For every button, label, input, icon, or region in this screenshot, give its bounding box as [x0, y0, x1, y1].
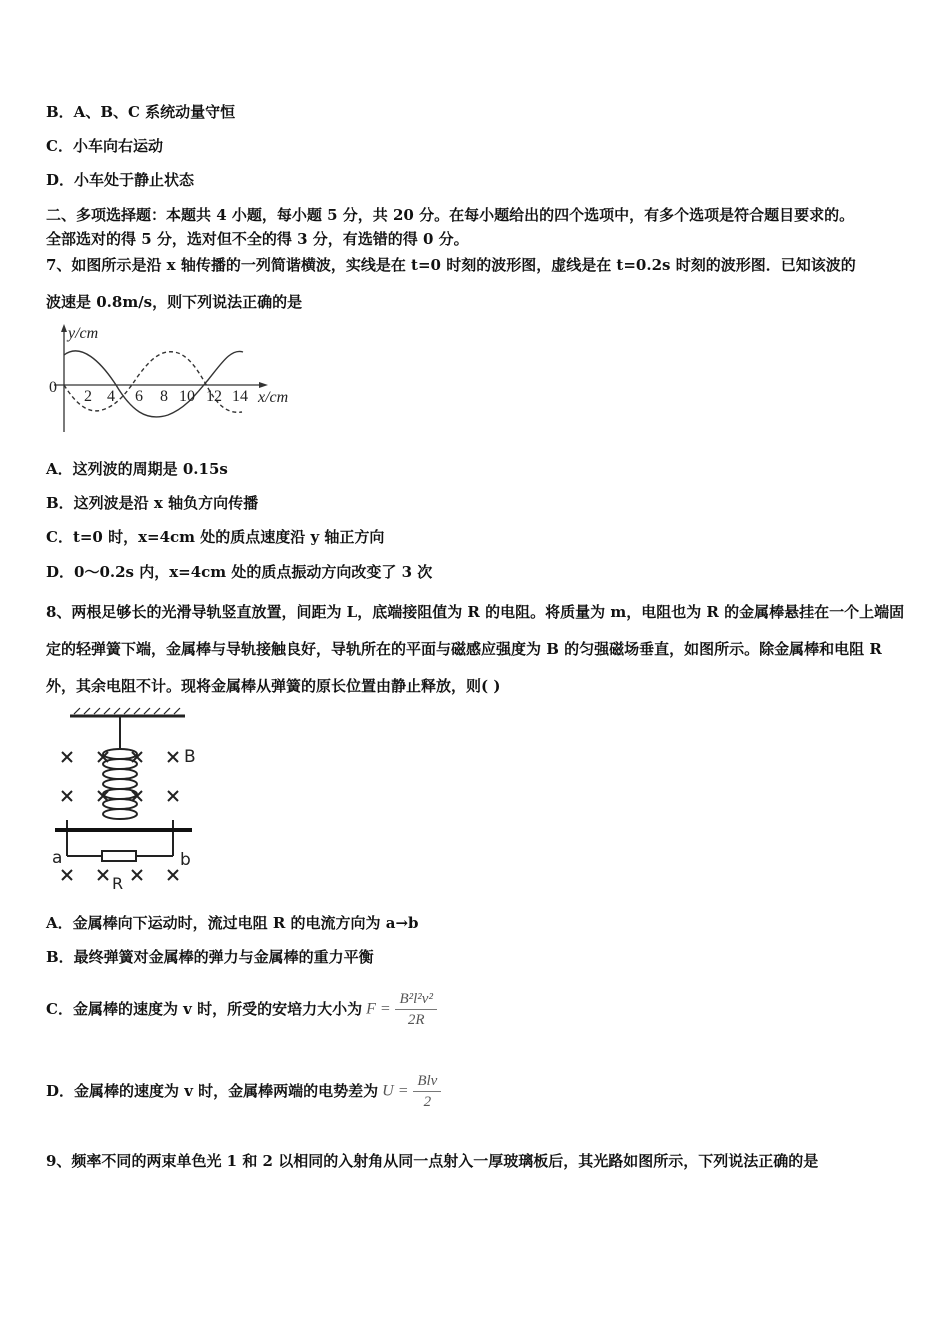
tick-12: 12	[206, 388, 222, 405]
section2-instructions-2: 全部选对的得 5 分，选对但不全的得 3 分，有选错的得 0 分。	[46, 230, 469, 248]
q8-option-b: B．最终弹簧对金属棒的弹力与金属棒的重力平衡	[46, 948, 374, 966]
q7-option-b: B．这列波是沿 x 轴负方向传播	[46, 494, 259, 512]
wave-solid-t0	[64, 351, 243, 417]
q8-option-a: A．金属棒向下运动时，流过电阻 R 的电流方向为 a→b	[46, 914, 419, 932]
formula-d-lhs: U =	[382, 1082, 409, 1099]
spring-coil	[103, 749, 137, 819]
formula-d-numerator: Blv	[413, 1071, 441, 1092]
label-r: R	[112, 874, 124, 892]
q8-option-d-formula	[382, 1071, 441, 1112]
x-axis-label: x/cm	[258, 389, 289, 406]
q7-stem-2: 波速是 0.8m/s，则下列说法正确的是	[46, 293, 303, 311]
tick-2: 2	[84, 388, 92, 405]
y-axis-label: y/cm	[68, 325, 99, 342]
formula-c-lhs: F =	[366, 1000, 391, 1017]
tick-4: 4	[107, 388, 115, 405]
q7-option-d: D．0～0.2s 内，x=4cm 处的质点振动方向改变了 3 次	[46, 563, 433, 581]
q7-option-a: A．这列波的周期是 0.15s	[46, 460, 228, 478]
formula-d-fraction	[413, 1071, 441, 1112]
q8-option-c	[46, 984, 437, 1034]
label-b: b	[180, 850, 191, 870]
x-axis-arrow-icon	[259, 382, 268, 388]
q8-option-c-text: C．金属棒的速度为 v 时，所受的安培力大小为	[46, 1000, 363, 1018]
q7-option-c: C．t=0 时，x=4cm 处的质点速度沿 y 轴正方向	[46, 528, 385, 546]
ceiling-hatch	[74, 708, 180, 714]
q8-option-d	[46, 1066, 441, 1116]
q9-stem: 9、频率不同的两束单色光 1 和 2 以相同的入射角从同一点射入一厚玻璃板后，其光路如图所示，下列说法正确的是	[46, 1152, 819, 1170]
q7-stem-1: 7、如图所示是沿 x 轴传播的一列简谐横波，实线是在 t=0 时刻的波形图，虚线是在 t=0.2s 时刻的波形图．已知该波的	[46, 256, 856, 274]
resistor	[102, 851, 136, 861]
q8-circuit-figure	[50, 706, 210, 892]
label-a: a	[52, 848, 63, 868]
q8-option-c-formula	[366, 989, 437, 1030]
formula-c-fraction	[395, 989, 436, 1030]
q6-option-c: C．小车向右运动	[46, 137, 163, 155]
q6-option-d: D．小车处于静止状态	[46, 171, 195, 189]
formula-c-denominator: 2R	[407, 1011, 425, 1028]
q7-wave-figure	[46, 322, 316, 440]
field-label: B	[184, 747, 196, 767]
tick-8: 8	[160, 388, 168, 405]
origin-label: 0	[49, 379, 57, 396]
tick-6: 6	[135, 388, 143, 405]
q6-option-b: B．A、B、C 系统动量守恒	[46, 103, 236, 121]
tick-14: 14	[232, 388, 248, 405]
section2-instructions-1: 二、多项选择题：本题共 4 小题，每小题 5 分，共 20 分。在每小题给出的四个选项中，有多个选项是符合题目要求的。	[46, 206, 855, 224]
tick-10: 10	[179, 388, 195, 405]
formula-c-numerator: B²l²v²	[395, 989, 436, 1010]
formula-d-denominator: 2	[423, 1093, 432, 1110]
q8-stem: 8、两根足够长的光滑导轨竖直放置，间距为 L，底端接阻值为 R 的电阻。将质量为 m，电阻也为 R 的金属棒悬挂在一个上端固定的轻弹簧下端，金属棒与导轨接触良好，导轨所在的平面与磁感应强度为 B 的匀强磁场垂直，如图所示。除金属棒和电阻 R 外，其余电阻不计。现将金属棒从弹簧的原长位置由静止释放，则( )	[46, 603, 905, 695]
q8-option-d-text: D．金属棒的速度为 v 时，金属棒两端的电势差为	[46, 1082, 379, 1100]
y-axis-arrow-icon	[61, 324, 67, 332]
